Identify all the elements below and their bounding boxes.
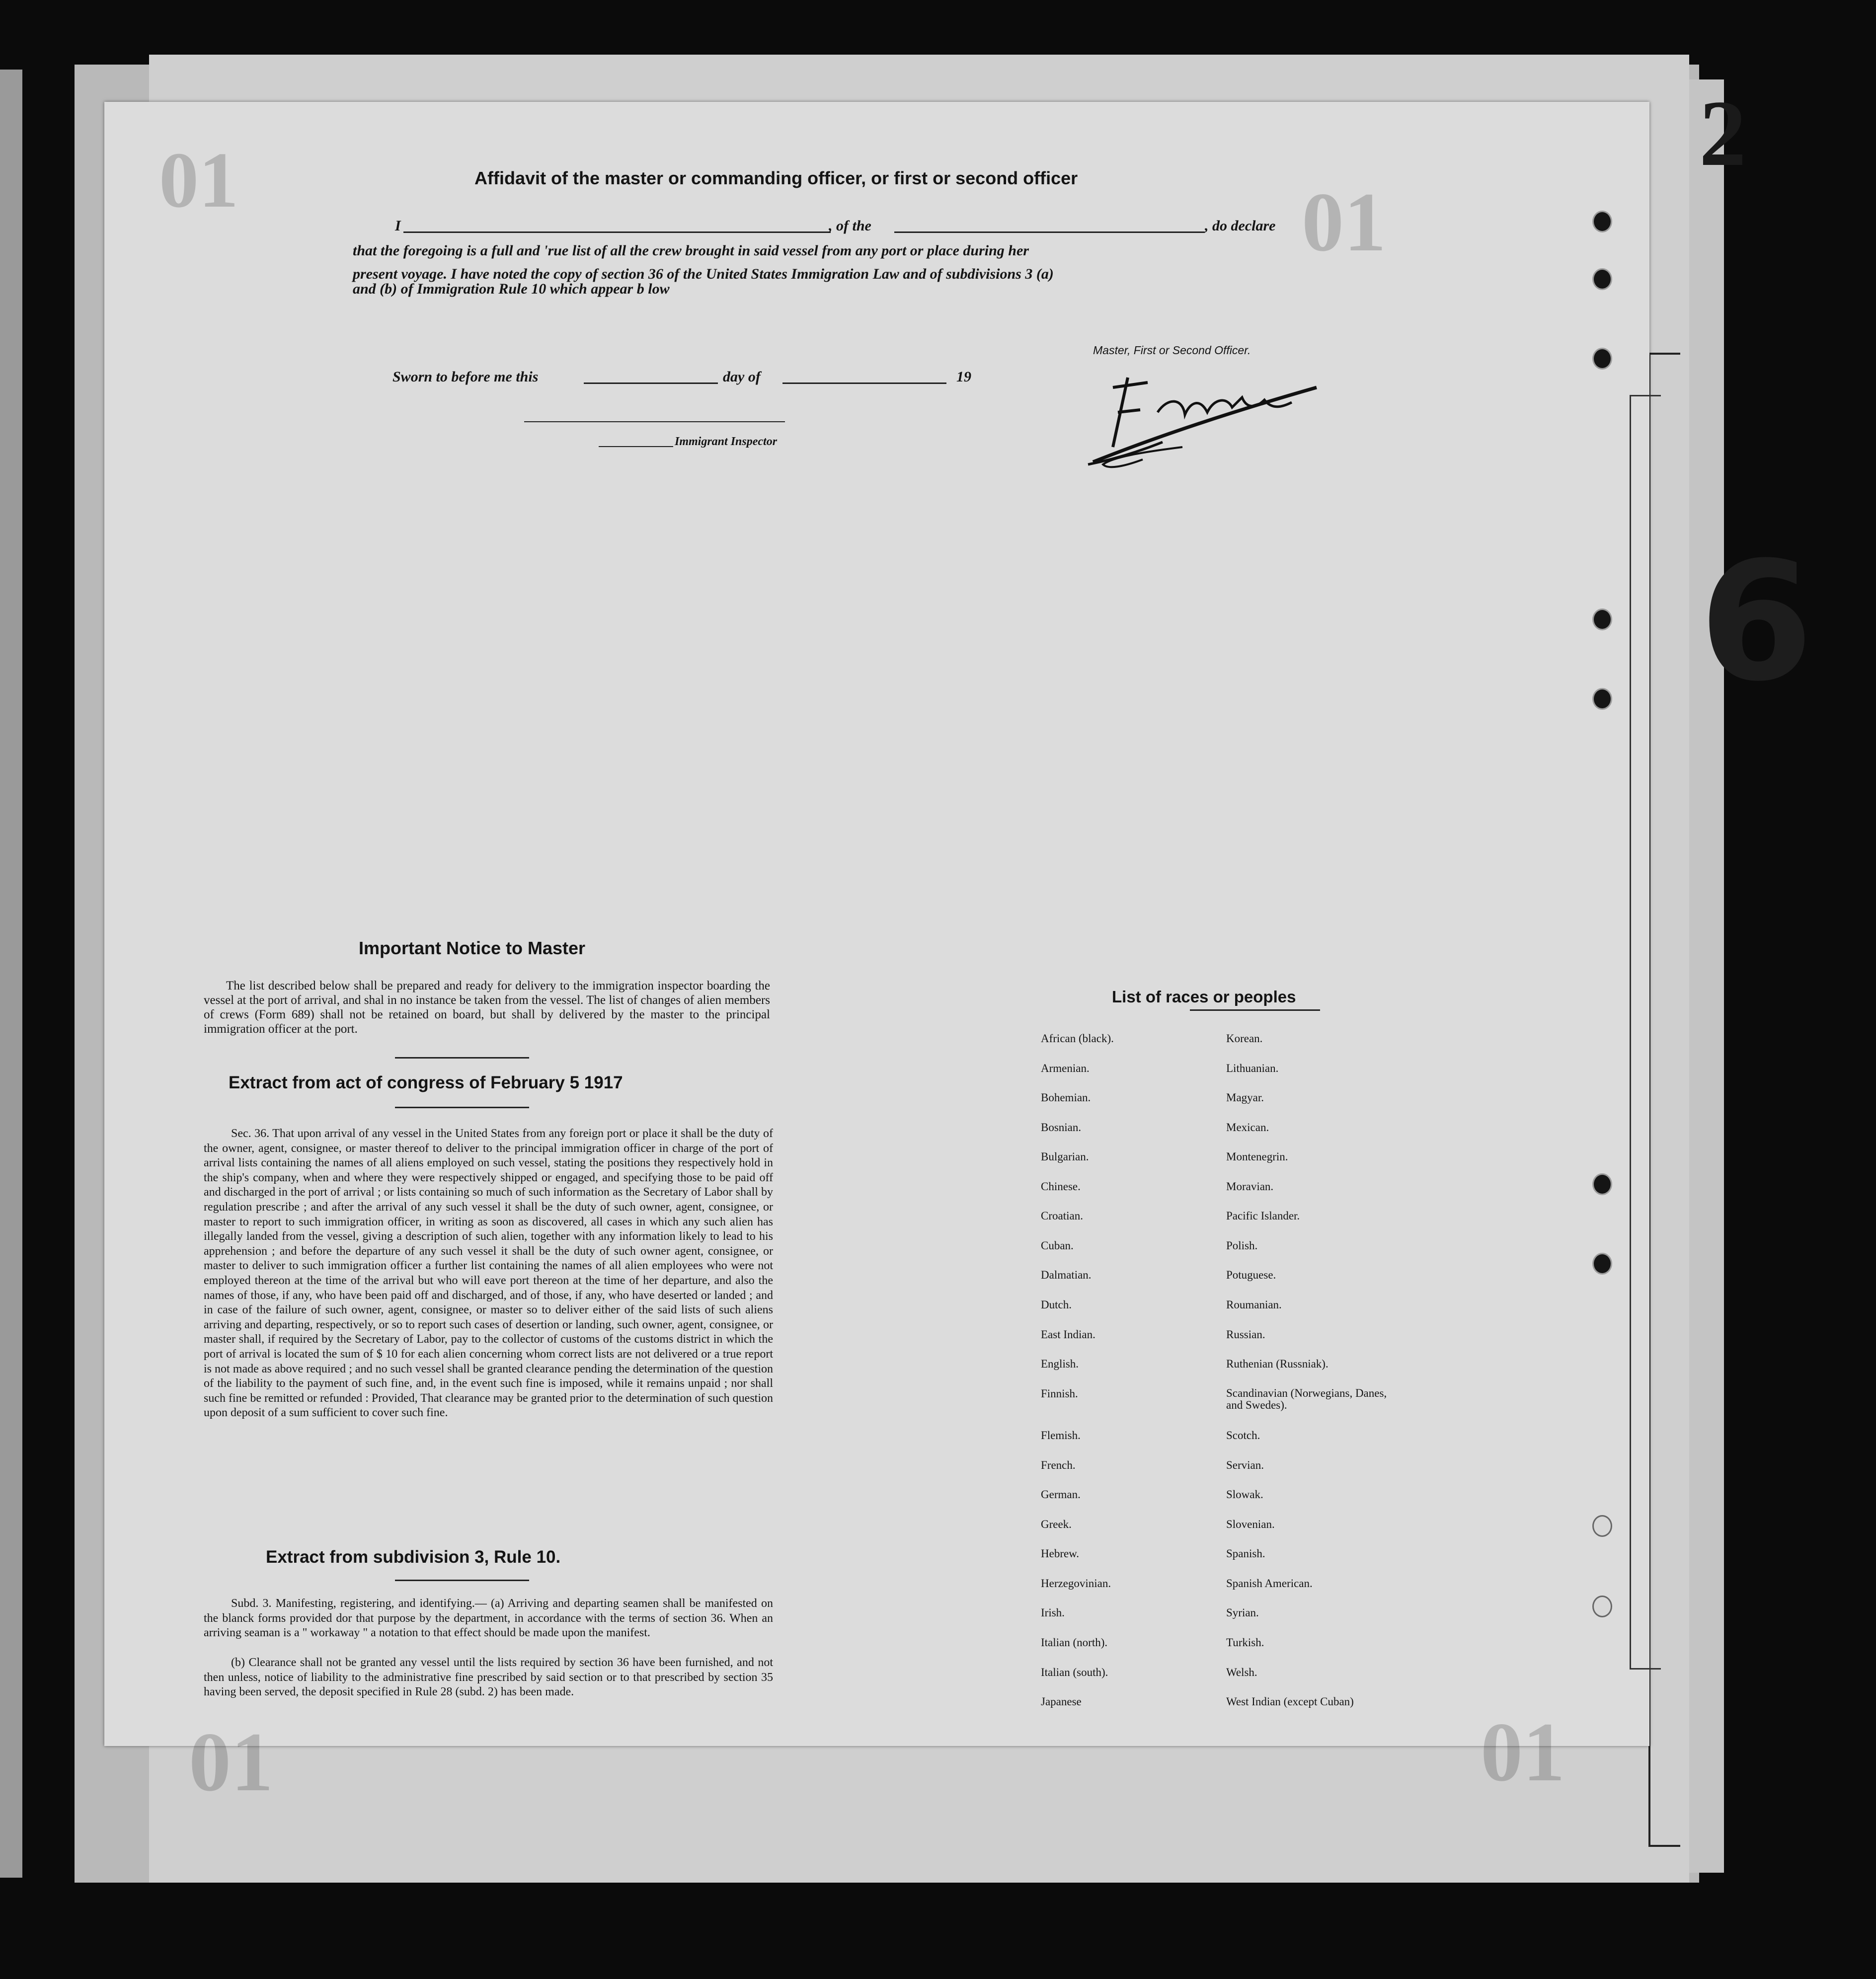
race-item: Scandinavian (Norwegians, Danes, and Swedes). bbox=[1226, 1387, 1387, 1411]
rule-para-b: (b) Clearance shall not be granted any vessel until the lists required by section 36 have been furnished, and not then unless, notice of liability to the administrative fine prescribed by said section or to that prescribed by section 35 having been served, the deposit specified in Rule 28 (subd. 2) has been made. bbox=[204, 1656, 773, 1699]
punch-hole bbox=[1592, 609, 1612, 630]
rule-extract-title: Extract from subdivision 3, Rule 10. bbox=[266, 1547, 561, 1567]
race-item: Russian. bbox=[1226, 1328, 1265, 1341]
race-item: Slovenian. bbox=[1226, 1518, 1275, 1530]
race-item: Bohemian. bbox=[1041, 1091, 1091, 1104]
handwritten-numeral: 6 bbox=[1699, 527, 1813, 717]
affidavit-declare: , do declare bbox=[1205, 218, 1276, 234]
vessel-blank[interactable] bbox=[894, 231, 1205, 233]
punch-hole bbox=[1592, 688, 1612, 710]
sworn-day-label: day of bbox=[723, 369, 761, 385]
race-item: Herzegovinian. bbox=[1041, 1577, 1111, 1590]
sworn-year-label: 19 bbox=[956, 369, 971, 385]
race-item: Slowak. bbox=[1226, 1488, 1263, 1501]
inspector-signature-line[interactable] bbox=[524, 421, 785, 422]
punch-hole bbox=[1592, 211, 1612, 232]
name-blank[interactable] bbox=[403, 231, 831, 233]
race-item: Mexican. bbox=[1226, 1121, 1269, 1134]
race-item: Flemish. bbox=[1041, 1429, 1081, 1442]
sworn-month-blank[interactable] bbox=[782, 382, 946, 384]
race-item: Bulgarian. bbox=[1041, 1150, 1089, 1163]
affidavit-title: Affidavit of the master or commanding officer, or first or second officer bbox=[474, 168, 1078, 188]
punch-hole bbox=[1592, 1173, 1612, 1195]
rule-divider bbox=[395, 1580, 529, 1581]
affidavit-line-2: that the foregoing is a full and 'rue list of all the crew brought in said vessel from any port or place during her bbox=[353, 242, 1029, 259]
affidavit-line-4: and (b) of Immigration Rule 10 which appear b low bbox=[353, 281, 670, 297]
race-item: Potuguese. bbox=[1226, 1269, 1276, 1281]
race-item: Irish. bbox=[1041, 1606, 1065, 1619]
race-item: Ruthenian (Russniak). bbox=[1226, 1358, 1329, 1370]
notice-divider bbox=[395, 1057, 529, 1059]
race-item: Lithuanian. bbox=[1226, 1062, 1279, 1074]
race-item: Magyar. bbox=[1226, 1091, 1264, 1104]
act-divider bbox=[395, 1107, 529, 1108]
sworn-day-blank[interactable] bbox=[584, 382, 718, 384]
section-36-text: Sec. 36. That upon arrival of any vessel in the United States from any foreign port or place it shall be the duty of the owner, agent, consignee, or master thereof to deliver to the principal immigration officer in charge of the port of arrival lists containing the names of all aliens employed on such vessel, stating the positions they respectively hold in the ship's company, when and where they were respectively shipped or engaged, and specifying those to be paid off and discharged in the port of arrival ; or lists containing so much of such information as the Secretary of Labor shall by regulation prescribe ; and after the arrival of any such vessel it shall be the duty of such owner, agent, consignee, or master to report to such immigration officer, in writing as soon as discovered, all cases in which any such alien has illegally landed from the vessel, giving a description of such alien, together with any information likely to lead to his apprehension ; and before the departure of any such vessel it shall be the duty of such owner agent, consignee, or master to deliver to such immigration officer a further list containing the names of all alien employees who were not employed thereon at the time of the arrival but who will eave port thereon at the time of her departure, and also the names of those, if any, who have been paid off and discharged, and of those, if any, who have deserted or landed ; and in case of the failure of such owner, agent, consignee, or master so to deliver either of the said lists of such aliens arriving and departing, respectively, or so to report such cases of desertion or landing, such owner, agent, consignee, or master shall, if required by the Secretary of Labor, pay to the collector of customs of the customs district in which the port of arrival is located the sum of $ 10 for each alien concerning whom correct lists are not delivered or a true report is not made as above required ; and no such vessel shall be granted clearance pending the determination of the question of the liability to the payment of such fine, and, in the event such fine is imposed, while it remains unpaid ; nor shall such fine be remitted or refunded : Provided, That clearance may be granted prior to the determination of such question upon deposit of a sum sufficient to cover such fine. bbox=[204, 1127, 773, 1420]
race-item: Spanish. bbox=[1226, 1547, 1265, 1560]
race-item: Bosnian. bbox=[1041, 1121, 1082, 1134]
affidavit-line-3: present voyage. I have noted the copy of section 36 of the United States Immigration Law and of subdivisions 3 (a) bbox=[353, 266, 1054, 282]
race-item: Korean. bbox=[1226, 1032, 1263, 1045]
inspector-name-line[interactable] bbox=[599, 446, 673, 447]
race-item: Finnish. bbox=[1041, 1387, 1078, 1400]
inspector-label: Immigrant Inspector bbox=[675, 435, 778, 448]
race-item: Japanese bbox=[1041, 1695, 1082, 1708]
punch-hole bbox=[1592, 1596, 1612, 1617]
race-item: Servian. bbox=[1226, 1459, 1264, 1471]
bleed-through-frame bbox=[1630, 395, 1661, 1670]
race-item: West Indian (except Cuban) bbox=[1226, 1695, 1354, 1708]
back-sheet-edge bbox=[0, 70, 22, 1878]
punch-hole bbox=[1592, 268, 1612, 290]
race-item: Croatian. bbox=[1041, 1210, 1083, 1222]
races-underline bbox=[1190, 1009, 1320, 1011]
races-title: List of races or peoples bbox=[1112, 988, 1296, 1006]
race-item: English. bbox=[1041, 1358, 1079, 1370]
race-item: African (black). bbox=[1041, 1032, 1114, 1045]
race-item: Roumanian. bbox=[1226, 1298, 1282, 1311]
race-item: Turkish. bbox=[1226, 1636, 1264, 1649]
race-item: Scotch. bbox=[1226, 1429, 1260, 1442]
punch-hole bbox=[1592, 348, 1612, 370]
race-item: Montenegrin. bbox=[1226, 1150, 1288, 1163]
race-item: Syrian. bbox=[1226, 1606, 1259, 1619]
ghost-numeral: 2 bbox=[1699, 81, 1746, 186]
race-item: Italian (north). bbox=[1041, 1636, 1108, 1649]
race-item: East Indian. bbox=[1041, 1328, 1095, 1341]
document-sheet bbox=[104, 102, 1649, 1746]
ghost-numeral: 01 bbox=[189, 1715, 273, 1809]
race-item: Greek. bbox=[1041, 1518, 1072, 1530]
race-item: Dalmatian. bbox=[1041, 1269, 1092, 1281]
ghost-numeral: 01 bbox=[159, 136, 238, 224]
race-item: Polish. bbox=[1226, 1239, 1258, 1252]
notice-title: Important Notice to Master bbox=[359, 938, 586, 958]
race-item: German. bbox=[1041, 1488, 1081, 1501]
race-item: Hebrew. bbox=[1041, 1547, 1080, 1560]
race-item: Welsh. bbox=[1226, 1666, 1257, 1678]
race-item: Moravian. bbox=[1226, 1180, 1274, 1193]
affidavit-of-the: , of the bbox=[829, 218, 871, 234]
race-item: Dutch. bbox=[1041, 1298, 1072, 1311]
punch-hole bbox=[1592, 1253, 1612, 1275]
officer-signature bbox=[1083, 368, 1322, 472]
master-label: Master, First or Second Officer. bbox=[1093, 344, 1251, 357]
race-item: French. bbox=[1041, 1459, 1076, 1471]
ghost-numeral: 01 bbox=[1302, 175, 1386, 269]
race-item: Cuban. bbox=[1041, 1239, 1074, 1252]
ghost-numeral: 01 bbox=[1481, 1705, 1565, 1799]
act-extract-title: Extract from act of congress of February 5 1917 bbox=[229, 1073, 623, 1092]
notice-body: The list described below shall be prepared and ready for delivery to the immigration inspector boarding the vessel at the port of arrival, and shal in no instance be taken from the vessel. The list of changes of alien members of crews (Form 689) shall not be retained on board, but shall by delivered by the master to the principal immigration officer at the port. bbox=[204, 979, 770, 1036]
punch-hole bbox=[1592, 1515, 1612, 1537]
sworn-label: Sworn to before me this bbox=[392, 369, 539, 385]
race-item: Spanish American. bbox=[1226, 1577, 1313, 1590]
rule-para-a: Subd. 3. Manifesting, registering, and identifying.— (a) Arriving and departing seamen shall be manifested on the blanck forms provided dor that purpose by the department, in accordance with the terms of section 36. When an arriving seaman is a " workaway " a notation to that effect should be made upon the manifest. bbox=[204, 1597, 773, 1640]
race-item: Chinese. bbox=[1041, 1180, 1081, 1193]
race-item: Italian (south). bbox=[1041, 1666, 1108, 1678]
race-item: Armenian. bbox=[1041, 1062, 1090, 1074]
race-item: Pacific Islander. bbox=[1226, 1210, 1300, 1222]
affidavit-i: I bbox=[395, 218, 401, 234]
